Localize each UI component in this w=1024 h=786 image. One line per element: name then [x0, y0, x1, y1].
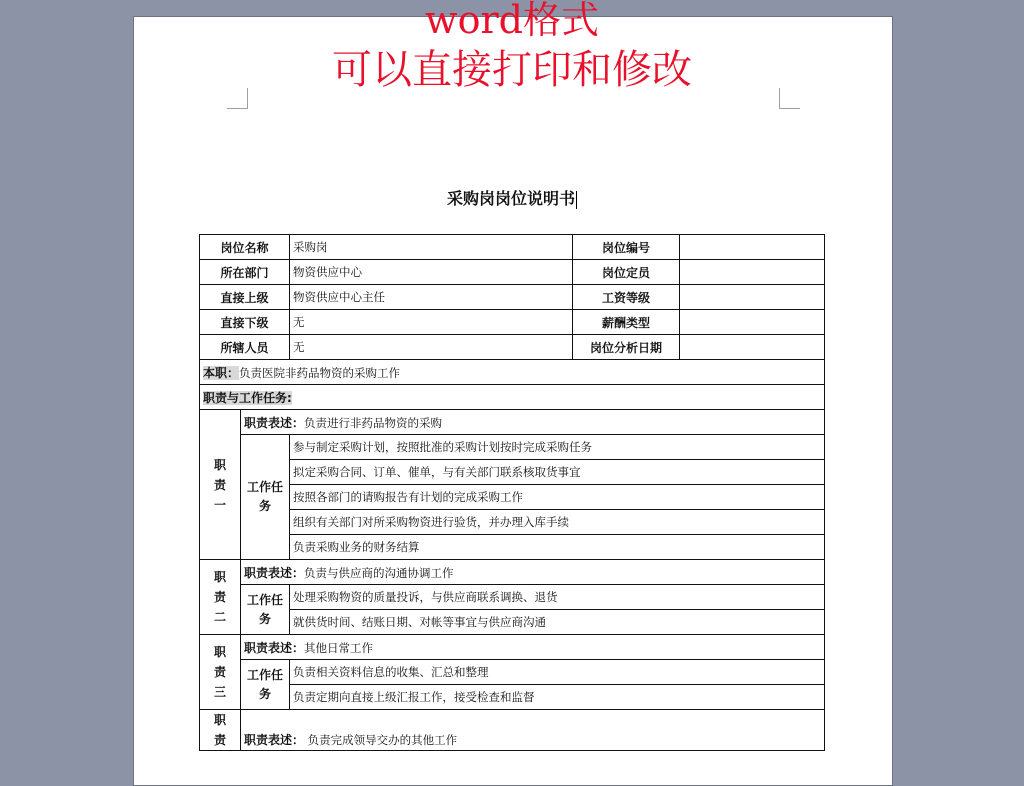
task-item[interactable]: 负责定期向直接上级汇报工作，接受检查和监督: [290, 685, 825, 710]
table-row: [200, 310, 825, 335]
field-label: 岗位编号: [573, 235, 680, 260]
duty-3-description[interactable]: 职责表述：其他日常工作: [241, 635, 825, 660]
task-item[interactable]: 负责相关资料信息的收集、汇总和整理: [290, 660, 825, 685]
table-row: [200, 535, 825, 560]
field-label: 工资等级: [573, 285, 680, 310]
table-row: [200, 585, 825, 610]
field-label: 岗位分析日期: [573, 335, 680, 360]
watermark-line-1: word格式: [425, 0, 599, 42]
duty-3-task-label: 工作任务: [241, 660, 290, 710]
main-duty-label: 本职：: [203, 365, 240, 380]
duty-1-task-label: 工作任务: [241, 435, 290, 560]
table-row: [200, 610, 825, 635]
task-item[interactable]: 就供货时间、结账日期、对帐等事宜与供应商沟通: [290, 610, 825, 635]
text-cursor: [576, 191, 577, 209]
field-label: 薪酬类型: [573, 310, 680, 335]
field-value[interactable]: [680, 310, 825, 335]
field-value[interactable]: 物资供应中心: [290, 260, 573, 285]
duties-header-cell[interactable]: [200, 385, 825, 410]
task-item[interactable]: 负责采购业务的财务结算: [290, 535, 825, 560]
field-value[interactable]: [680, 285, 825, 310]
duties-header: 职责与工作任务:: [203, 390, 292, 405]
table-row: [200, 510, 825, 535]
field-label: 直接上级: [200, 285, 290, 310]
table-row: [200, 410, 825, 435]
field-value[interactable]: 无: [290, 335, 573, 360]
watermark-line-2: 可以直接打印和修改: [332, 47, 692, 93]
field-label: 直接下级: [200, 310, 290, 335]
table-row: [200, 360, 825, 385]
field-value[interactable]: 采购岗: [290, 235, 573, 260]
field-label: 所辖人员: [200, 335, 290, 360]
table-row: [200, 560, 825, 585]
duty-2-label: 职 责 二: [200, 560, 241, 635]
field-value[interactable]: [680, 235, 825, 260]
main-duty-text: 负责医院非药品物资的采购工作: [239, 365, 401, 380]
duty-1-label: 职 责 一: [200, 410, 241, 560]
field-value[interactable]: 物资供应中心主任: [290, 285, 573, 310]
duty-4-description[interactable]: 职责表述： 负责完成领导交办的其他工作: [241, 710, 825, 751]
table-row: [200, 660, 825, 685]
field-label: 所在部门: [200, 260, 290, 285]
field-value[interactable]: 无: [290, 310, 573, 335]
document-title-text: 采购岗岗位说明书: [446, 189, 575, 208]
table-row: [200, 235, 825, 260]
task-item[interactable]: 拟定采购合同、订单、催单，与有关部门联系核取货事宜: [290, 460, 825, 485]
table-row: [200, 435, 825, 460]
table-row: [200, 635, 825, 660]
table-row: [200, 460, 825, 485]
table-row: [200, 285, 825, 310]
duty-2-task-label: 工作任务: [241, 585, 290, 635]
main-duty-cell[interactable]: [200, 360, 825, 385]
task-item[interactable]: 参与制定采购计划，按照批准的采购计划按时完成采购任务: [290, 435, 825, 460]
task-item[interactable]: 按照各部门的请购报告有计划的完成采购工作: [290, 485, 825, 510]
duty-2-description[interactable]: 职责表述：负责与供应商的沟通协调工作: [241, 560, 825, 585]
field-label: 岗位名称: [200, 235, 290, 260]
table-row: [200, 335, 825, 360]
job-description-table: [199, 234, 825, 751]
field-label: 岗位定员: [573, 260, 680, 285]
document-title[interactable]: [0, 186, 1024, 209]
table-row: [200, 385, 825, 410]
duty-3-label: 职 责 三: [200, 635, 241, 710]
task-item[interactable]: 组织有关部门对所采购物资进行验货，并办理入库手续: [290, 510, 825, 535]
table-row: [200, 260, 825, 285]
field-value[interactable]: [680, 260, 825, 285]
duty-4-label: 职 责: [200, 710, 241, 751]
duty-1-description[interactable]: 职责表述：负责进行非药品物资的采购: [241, 410, 825, 435]
field-value[interactable]: [680, 335, 825, 360]
table-row: [200, 485, 825, 510]
task-item[interactable]: 处理采购物资的质量投诉，与供应商联系调换、退货: [290, 585, 825, 610]
table-row: [200, 710, 825, 751]
table-row: [200, 685, 825, 710]
